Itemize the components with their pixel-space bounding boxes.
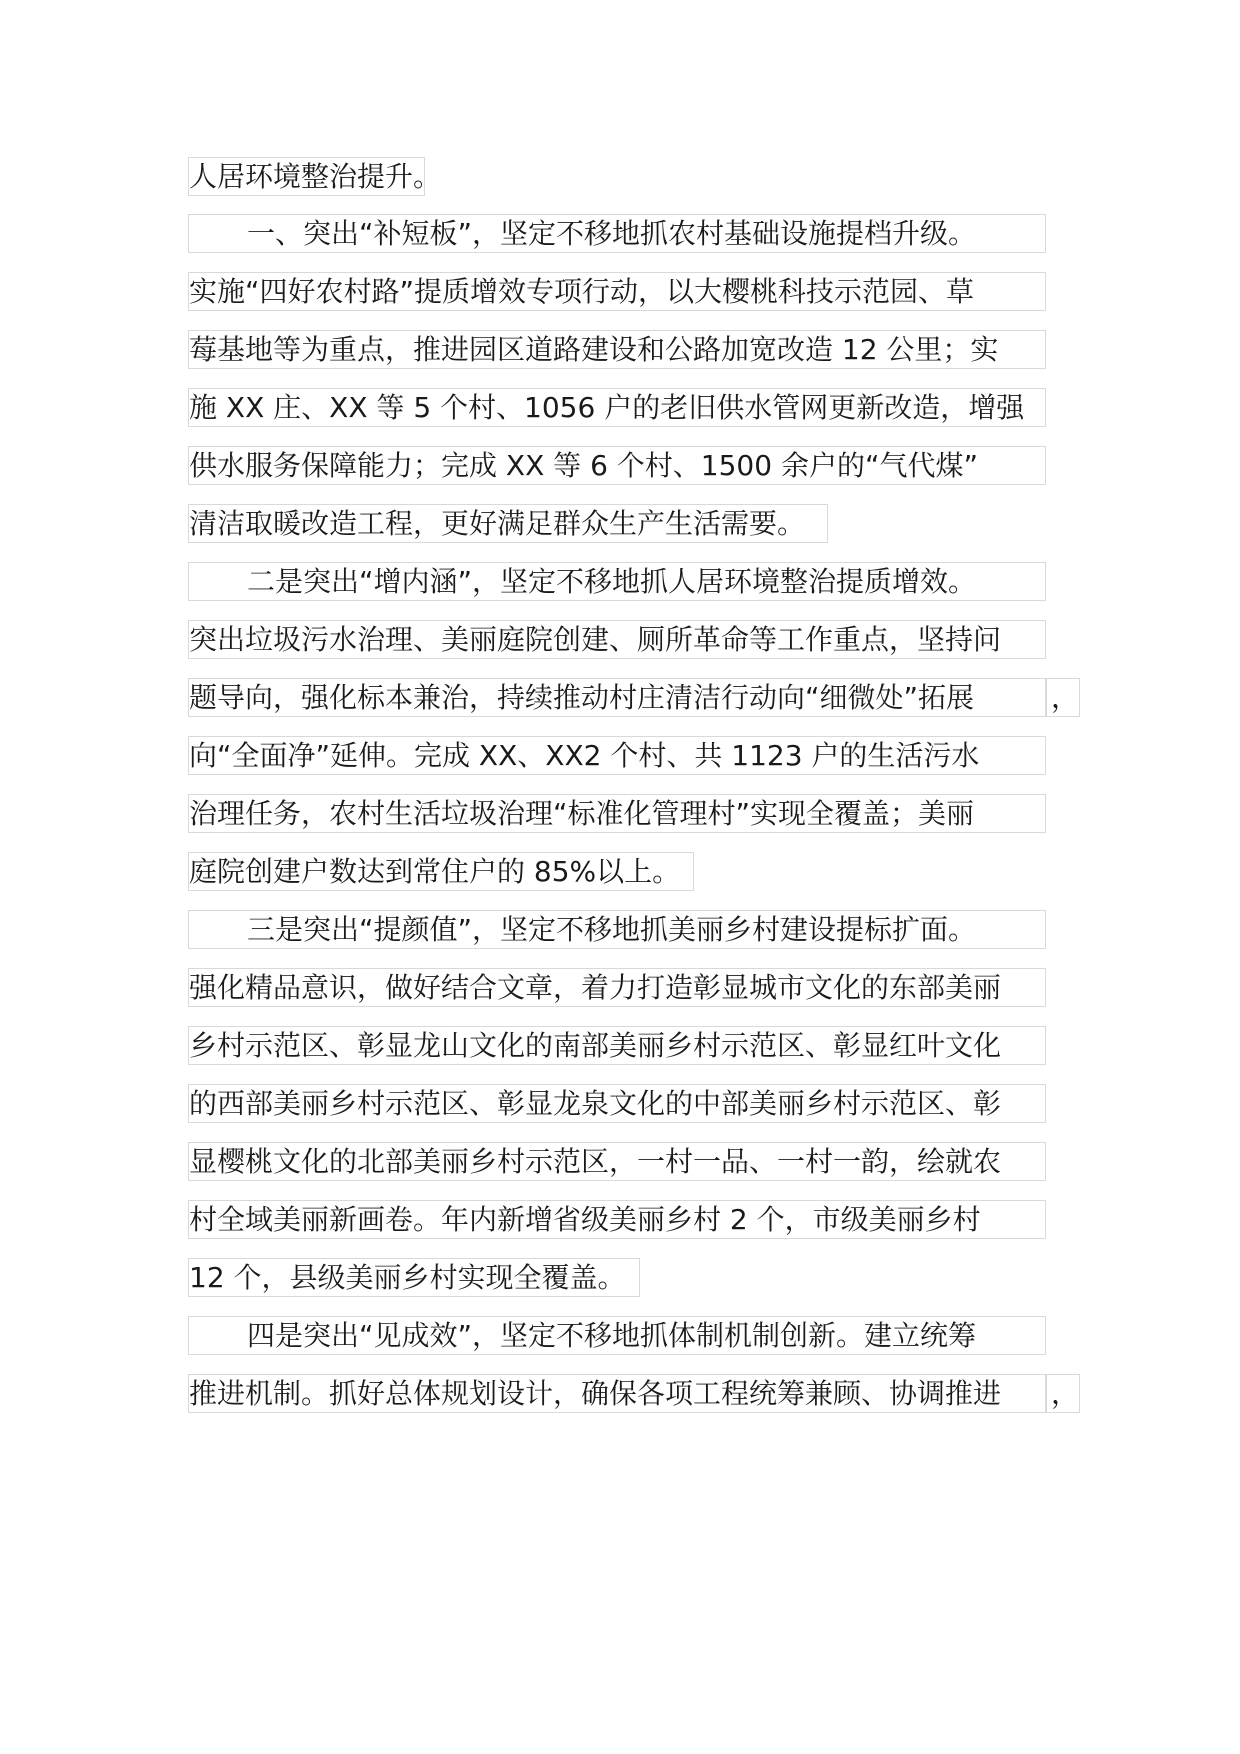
paragraph-line: 的西部美丽乡村示范区、彰显龙泉文化的中部美丽乡村示范区、彰 (188, 1084, 1046, 1123)
overflow-punctuation: ， (1046, 678, 1080, 717)
paragraph-line: 庭院创建户数达到常住户的 85%以上。 (188, 852, 694, 891)
paragraph-line: 题导向，强化标本兼治，持续推动村庄清洁行动向“细微处”拓展 (188, 678, 1046, 717)
paragraph-line: 人居环境整治提升。 (188, 157, 425, 196)
paragraph-heading-line: 一、突出“补短板”，坚定不移地抓农村基础设施提档升级。 (188, 214, 1046, 253)
paragraph-heading-line: 二是突出“增内涵”，坚定不移地抓人居环境整治提质增效。 (188, 562, 1046, 601)
paragraph-line: 推进机制。抓好总体规划设计，确保各项工程统筹兼顾、协调推进 (188, 1374, 1046, 1413)
paragraph-line: 突出垃圾污水治理、美丽庭院创建、厕所革命等工作重点，坚持问 (188, 620, 1046, 659)
overflow-punctuation: ， (1046, 1374, 1080, 1413)
paragraph-line: 治理任务，农村生活垃圾治理“标准化管理村”实现全覆盖；美丽 (188, 794, 1046, 833)
paragraph-line: 莓基地等为重点，推进园区道路建设和公路加宽改造 12 公里；实 (188, 330, 1046, 369)
paragraph-line: 供水服务保障能力；完成 XX 等 6 个村、1500 余户的“气代煤” (188, 446, 1046, 485)
paragraph-heading-line: 三是突出“提颜值”，坚定不移地抓美丽乡村建设提标扩面。 (188, 910, 1046, 949)
paragraph-line: 清洁取暖改造工程，更好满足群众生产生活需要。 (188, 504, 828, 543)
paragraph-line: 强化精品意识，做好结合文章，着力打造彰显城市文化的东部美丽 (188, 968, 1046, 1007)
paragraph-line: 乡村示范区、彰显龙山文化的南部美丽乡村示范区、彰显红叶文化 (188, 1026, 1046, 1065)
paragraph-line: 施 XX 庄、XX 等 5 个村、1056 户的老旧供水管网更新改造，增强 (188, 388, 1046, 427)
paragraph-line: 村全域美丽新画卷。年内新增省级美丽乡村 2 个，市级美丽乡村 (188, 1200, 1046, 1239)
paragraph-line: 向“全面净”延伸。完成 XX、XX2 个村、共 1123 户的生活污水 (188, 736, 1046, 775)
paragraph-line: 显樱桃文化的北部美丽乡村示范区，一村一品、一村一韵，绘就农 (188, 1142, 1046, 1181)
paragraph-line: 实施“四好农村路”提质增效专项行动，以大樱桃科技示范园、草 (188, 272, 1046, 311)
paragraph-heading-line: 四是突出“见成效”，坚定不移地抓体制机制创新。建立统筹 (188, 1316, 1046, 1355)
paragraph-line: 12 个，县级美丽乡村实现全覆盖。 (188, 1258, 640, 1297)
